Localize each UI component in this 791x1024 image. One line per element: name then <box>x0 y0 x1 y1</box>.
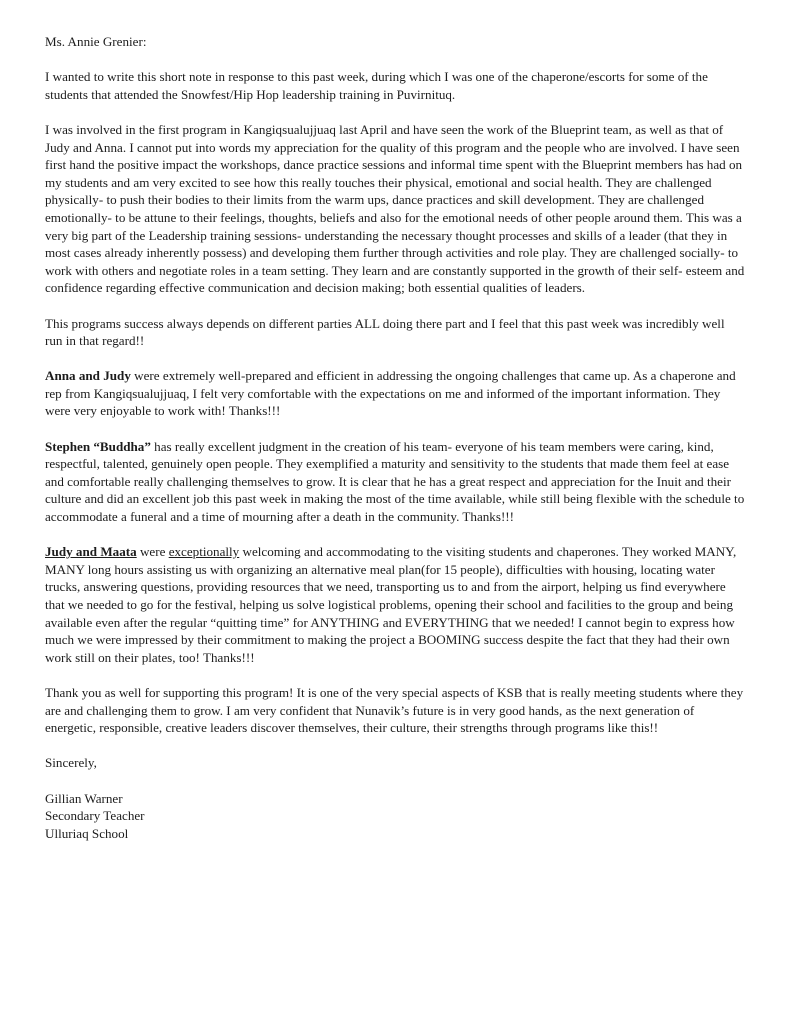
salutation: Ms. Annie Grenier: <box>45 34 147 49</box>
text-run: Thank you as well for supporting this program! It is one of the very special aspects of KSB that is really meeting students where they are and challenging them to grow. I am very confident that Nunavik’s future is in very good hands, as the next generation of energetic, responsible, creative leaders discover themselves, their culture, their strengths through programs like this!! <box>45 684 747 736</box>
emphasis-exceptionally: exceptionally <box>168 544 240 560</box>
text-run: were extremely well-prepared and efficient in addressing the ongoing challenges that came up. As a chaperone and rep from Kangiqsualujjuaq, I felt very comfortable with the expectations on me and informed of the important information. They were very enjoyable to work with! Thanks!!! <box>45 368 739 419</box>
signature-name: Gillian Warner <box>45 790 123 806</box>
paragraph-success <box>45 315 745 350</box>
text-run: I was involved in the first program in Kangiqsualujjuaq last April and have seen the work of the Blueprint team, as well as that of Judy and Anna. I cannot put into words my appreciation for the quality of this program and the people who are involved. I have seen first hand the positive impact the workshops, dance practice sessions and informal time spent with the Blueprint members has had on my students and am very excited to see how this really touches their physical, emotional and social health. They are challenged physically- to push their bodies to their limits from the warm ups, dance practices and skill development. They are challenged emotionally- to be attune to their feelings, thoughts, beliefs and also for the emotional needs of other people around them. This was a very big part of the Leadership training sessions- understanding the necessary thought processes and skills of a leader (that they in most cases already inherently possess) and developing them further through activities and role play. They are challenged socially- to work with others and negotiate roles in a team setting. They learn and are constantly supported in the growth of their self- esteem and confidence regarding effective communication and decision making; both essential qualities of leaders. <box>45 121 748 296</box>
paragraph-judy-maata <box>45 543 745 666</box>
text-run: has really excellent judgment in the creation of his team- everyone of his team members were caring, kind, respectful, talented, genuinely open people. They exemplified a maturity and sensitivity to the students that made them feel at ease and comfortable really challenging themselves to grow. It is clear that he has a great respect and appreciation for the Inuit and their culture and did an excellent job this past week in making the most of the time available, while still being flexible with the schedule to accommodate a funeral and a time of mourning after a death in the community. Thanks!!! <box>45 438 748 525</box>
paragraph-stephen <box>45 438 748 526</box>
name-emphasis-judy-maata: Judy and Maata <box>45 544 137 560</box>
letter-body <box>45 33 748 842</box>
closing-line: Sincerely, <box>45 755 97 771</box>
paragraph-blueprint <box>45 121 748 297</box>
paragraph-intro <box>45 68 745 103</box>
text-run: This programs success always depends on different parties ALL doing there part and I feel that this past week was incredibly well run in that regard!! <box>45 315 728 349</box>
signature-organization: Ulluriaq School <box>45 825 129 841</box>
signature-block <box>45 790 745 843</box>
text-run: were <box>136 544 169 560</box>
paragraph-anna-judy <box>45 367 745 420</box>
text-run: welcoming and accommodating to the visiting students and chaperones. They worked MANY, MANY long hours assisting us with organizing an alternative meal plan(for 15 people), difficulties with housing, locating water trucks, answering questions, providing resources that we need, transporting us to and from the airport, helping us find everywhere that we needed to go for the festival, helping us solve logistical problems, opening their school and facilities to the group and being available even after the regular “quitting time” for ANYTHING and EVERYTHING that we needed! I cannot begin to express how much we were impressed by their commitment to making the project a BOOMING success despite the fact that they had their own work still on their plates, too! Thanks!!! <box>45 544 740 665</box>
name-emphasis-anna-judy: Anna and Judy <box>45 368 131 384</box>
paragraph-closing-thanks <box>45 684 745 737</box>
text-run: I wanted to write this short note in response to this past week, during which I was one of the chaperone/escorts for some of the students that attended the Snowfest/Hip Hop leadership training in Puvirnituq. <box>45 69 712 102</box>
signature-title: Secondary Teacher <box>45 808 145 824</box>
name-emphasis-stephen: Stephen “Buddha” <box>45 438 151 454</box>
